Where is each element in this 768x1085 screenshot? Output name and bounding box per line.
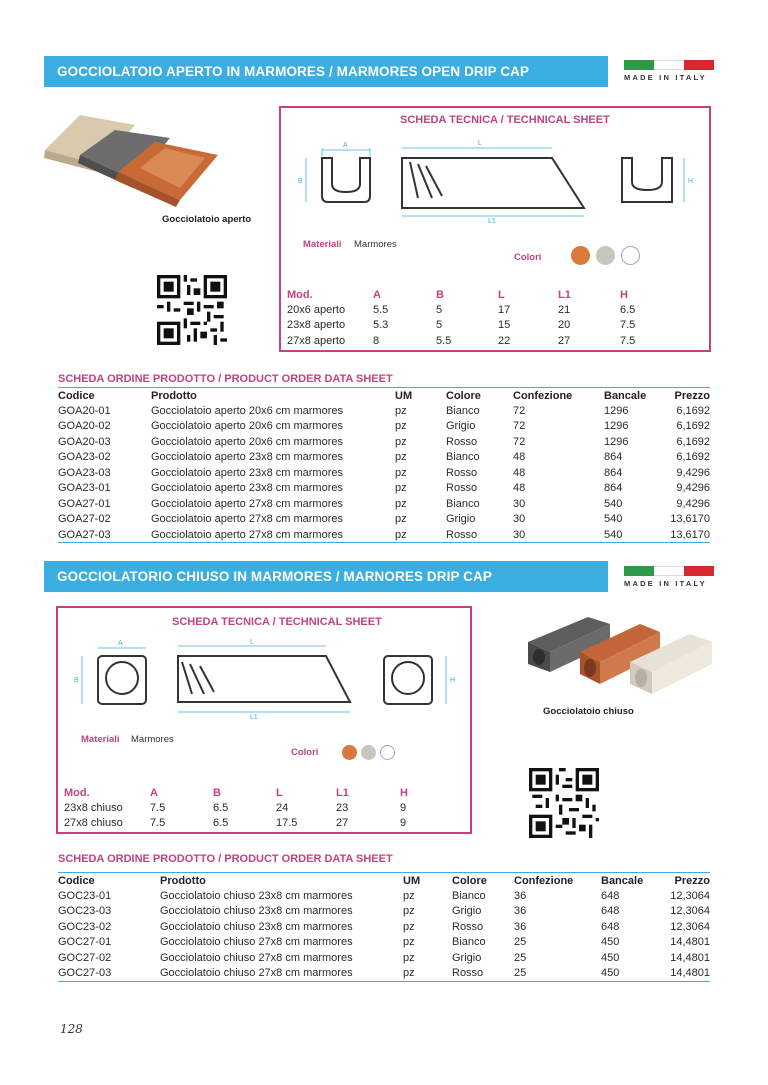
table-cell: 21	[558, 303, 571, 316]
table-cell: Gocciolatoio aperto 20x6 cm marmores	[151, 404, 343, 417]
materiali-value: Marmores	[354, 239, 397, 250]
dim-b-label: B	[74, 677, 79, 684]
table-cell: pz	[395, 466, 407, 479]
qr-code[interactable]	[157, 275, 227, 345]
dim-l-label: L	[478, 140, 482, 147]
mod-header: L1	[336, 786, 349, 799]
table-cell: GOC23-02	[58, 920, 112, 933]
table-row	[58, 919, 710, 935]
table-row	[58, 465, 710, 481]
table-cell: GOA20-02	[58, 420, 111, 433]
table-cell: 36	[514, 920, 527, 933]
table-cell: 648	[601, 920, 620, 933]
table-cell: 20	[558, 319, 571, 332]
table-cell: Bianco	[452, 936, 486, 949]
page-number: 128	[60, 1022, 83, 1036]
table-cell: GOC23-03	[58, 905, 112, 918]
mod-header: L	[498, 288, 505, 301]
materiali-label: Materiali	[81, 734, 120, 745]
table-cell: 5	[436, 319, 443, 332]
table-cell: Gocciolatoio aperto 23x8 cm marmores	[151, 466, 343, 479]
table-cell: GOA27-03	[58, 527, 151, 543]
color-swatch-grigio	[361, 745, 376, 760]
table-row	[58, 527, 710, 543]
table-cell: 450	[601, 951, 620, 964]
table-cell: GOA23-02	[58, 451, 111, 464]
table-cell: Grigio	[452, 905, 482, 918]
table-cell: Gocciolatoio chiuso 23x8 cm marmores	[160, 905, 353, 918]
table-row	[58, 434, 710, 450]
table-cell: 25	[514, 936, 527, 949]
order-header: Bancale	[604, 388, 662, 404]
table-cell: 9	[400, 801, 407, 814]
order-header: UM	[395, 388, 446, 404]
table-cell: Gocciolatoio aperto 20x6 cm marmores	[151, 420, 343, 433]
table-cell: 30	[513, 527, 604, 543]
table-cell: 6,1692	[676, 420, 710, 433]
table-cell: Gocciolatoio aperto 23x8 cm marmores	[151, 482, 343, 495]
dim-h-label: H	[688, 178, 694, 185]
table-cell: pz	[403, 905, 415, 918]
table-cell: 30	[513, 497, 526, 510]
table-cell: 12,3064	[670, 889, 710, 902]
table-cell: 27x8 aperto	[287, 334, 346, 347]
color-swatch-bianco	[621, 246, 640, 265]
table-cell: 864	[604, 466, 623, 479]
order-data-table	[58, 387, 710, 543]
mod-header: A	[150, 786, 158, 799]
table-cell: 27	[336, 817, 349, 830]
order-header: Prodotto	[151, 388, 395, 404]
made-in-italy-flag	[624, 566, 714, 588]
table-cell: 20x6 aperto	[287, 303, 346, 316]
closed-drip-cap-image	[518, 612, 714, 696]
table-cell: 36	[514, 889, 527, 902]
table-cell: pz	[395, 420, 407, 433]
table-cell: Gocciolatoio chiuso 23x8 cm marmores	[160, 920, 353, 933]
made-in-italy-caption: MADE IN ITALY	[624, 73, 707, 82]
made-in-italy-caption: MADE IN ITALY	[624, 579, 707, 588]
qr-code[interactable]	[529, 768, 599, 838]
table-cell: 14,4801	[659, 966, 710, 982]
closed-drip-cap-caption: Gocciolatoio chiuso	[543, 706, 634, 717]
table-row	[58, 512, 710, 528]
table-cell: pz	[403, 951, 415, 964]
table-cell: 7.5	[150, 817, 166, 830]
table-cell: 23x8 aperto	[287, 319, 346, 332]
table-cell: 7.5	[620, 334, 636, 347]
open-drip-cap-image	[40, 110, 230, 210]
section2-banner: GOCCIOLATORIO CHIUSO IN MARMORES / MARNORES DRIP CAP	[44, 561, 608, 592]
order-sheet-title: SCHEDA ORDINE PRODOTTO / PRODUCT ORDER DATA SHEET	[58, 853, 393, 865]
table-row	[58, 481, 710, 497]
table-cell: 9,4296	[676, 482, 710, 495]
table-cell: 450	[601, 936, 620, 949]
table-cell: 25	[514, 951, 527, 964]
table-cell: 12,3064	[670, 905, 710, 918]
table-cell: Grigio	[446, 420, 476, 433]
table-cell: 9,4296	[676, 497, 710, 510]
table-cell: Gocciolatoio aperto 27x8 cm marmores	[151, 497, 343, 510]
open-drip-cap-caption: Gocciolatoio aperto	[162, 214, 252, 225]
table-row	[58, 904, 710, 920]
table-row	[64, 816, 454, 832]
table-cell: GOC23-01	[58, 889, 112, 902]
table-cell: Bianco	[446, 404, 480, 417]
table-cell: GOA27-01	[58, 497, 111, 510]
table-cell: GOA20-01	[58, 404, 111, 417]
table-cell: GOA20-03	[58, 435, 111, 448]
table-cell: 1296	[604, 420, 629, 433]
table-cell: Bianco	[452, 889, 486, 902]
table-cell: 13,6170	[670, 513, 710, 526]
table-cell: pz	[403, 889, 415, 902]
table-cell: GOA27-02	[58, 513, 111, 526]
table-cell: 864	[604, 451, 623, 464]
colori-label: Colori	[514, 252, 542, 263]
table-cell: 17.5	[276, 817, 298, 830]
table-row	[287, 318, 677, 334]
mod-header: H	[400, 786, 408, 799]
table-cell: pz	[403, 936, 415, 949]
table-cell: 540	[604, 513, 623, 526]
table-cell: 30	[513, 513, 526, 526]
table-cell: Gocciolatoio aperto 20x6 cm marmores	[151, 435, 343, 448]
table-cell: 23	[336, 801, 349, 814]
table-row	[58, 950, 710, 966]
table-cell: Grigio	[446, 513, 476, 526]
table-row	[58, 888, 710, 904]
table-cell: 6,1692	[676, 404, 710, 417]
table-cell: Gocciolatoio chiuso 27x8 cm marmores	[160, 951, 353, 964]
dim-b-label: B	[298, 178, 303, 185]
model-dimensions-table	[287, 287, 677, 349]
table-cell: 17	[498, 303, 511, 316]
table-cell: 648	[601, 889, 620, 902]
table-cell: 6.5	[620, 303, 636, 316]
table-cell: Gocciolatoio aperto 27x8 cm marmores	[151, 527, 395, 543]
mod-header: B	[213, 786, 221, 799]
table-cell: 48	[513, 451, 526, 464]
table-cell: GOC27-02	[58, 951, 112, 964]
order-header: Bancale	[601, 873, 659, 889]
order-header: Confezione	[513, 388, 604, 404]
table-row	[287, 302, 677, 318]
table-cell: 6,1692	[676, 451, 710, 464]
color-swatch-rosso	[571, 246, 590, 265]
table-cell: 648	[601, 905, 620, 918]
table-cell: pz	[403, 966, 452, 982]
table-row	[58, 966, 710, 982]
mod-header: H	[620, 288, 628, 301]
order-header: Prezzo	[662, 388, 710, 404]
technical-sheet-title: SCHEDA TECNICA / TECHNICAL SHEET	[400, 114, 610, 126]
table-cell: pz	[403, 920, 415, 933]
table-cell: 23x8 chiuso	[64, 801, 123, 814]
dim-a-label: A	[118, 640, 123, 647]
table-row	[58, 403, 710, 419]
table-cell: 12,3064	[670, 920, 710, 933]
color-swatch-bianco	[380, 745, 395, 760]
table-cell: pz	[395, 451, 407, 464]
table-cell: pz	[395, 497, 407, 510]
table-cell: Rosso	[446, 527, 513, 543]
table-cell: 1296	[604, 404, 629, 417]
mod-header: A	[373, 288, 381, 301]
table-cell: 24	[276, 801, 289, 814]
table-cell: Gocciolatoio aperto 23x8 cm marmores	[151, 451, 343, 464]
table-cell: GOA23-01	[58, 482, 111, 495]
table-row	[58, 496, 710, 512]
table-cell: 6.5	[213, 817, 229, 830]
table-cell: 48	[513, 466, 526, 479]
dim-l1-label: L1	[250, 714, 258, 720]
section1-banner: GOCCIOLATOIO APERTO IN MARMORES / MARMORES OPEN DRIP CAP	[44, 56, 608, 87]
table-cell: GOA23-03	[58, 466, 111, 479]
table-cell: Bianco	[446, 451, 480, 464]
table-cell: Rosso	[452, 966, 514, 982]
order-header: Prodotto	[160, 873, 403, 889]
table-row	[58, 419, 710, 435]
table-cell: 540	[604, 527, 662, 543]
order-header: Codice	[58, 388, 151, 404]
table-cell: pz	[395, 513, 407, 526]
table-cell: Gocciolatoio chiuso 27x8 cm marmores	[160, 936, 353, 949]
table-cell: 450	[601, 966, 659, 982]
materiali-label: Materiali	[303, 239, 342, 250]
mod-header: Mod.	[64, 786, 90, 799]
technical-sheet-title: SCHEDA TECNICA / TECHNICAL SHEET	[172, 616, 382, 628]
table-cell: 864	[604, 482, 623, 495]
table-cell: 5.5	[373, 303, 389, 316]
table-cell: 22	[498, 334, 511, 347]
table-cell: 9	[400, 817, 407, 830]
table-cell: 72	[513, 404, 526, 417]
table-cell: 27x8 chiuso	[64, 817, 123, 830]
mod-header: Mod.	[287, 288, 313, 301]
order-header: Colore	[446, 388, 513, 404]
colori-label: Colori	[291, 747, 319, 758]
dim-h-label: H	[450, 677, 456, 684]
table-row	[287, 333, 677, 349]
closed-cap-drawing	[70, 636, 466, 720]
table-cell: 7.5	[620, 319, 636, 332]
color-swatch-grigio	[596, 246, 615, 265]
mod-header: L1	[558, 288, 571, 301]
order-sheet-title: SCHEDA ORDINE PRODOTTO / PRODUCT ORDER DATA SHEET	[58, 373, 393, 385]
table-row	[58, 450, 710, 466]
table-cell: 5.5	[436, 334, 452, 347]
table-cell: 13,6170	[662, 527, 710, 543]
table-cell: 1296	[604, 435, 629, 448]
open-cap-drawing	[292, 136, 696, 224]
table-cell: Grigio	[452, 951, 482, 964]
table-cell: GOC27-01	[58, 936, 112, 949]
made-in-italy-flag	[624, 60, 714, 82]
table-cell: pz	[395, 482, 407, 495]
table-cell: 72	[513, 420, 526, 433]
dim-a-label: A	[343, 142, 348, 149]
table-cell: 15	[498, 319, 511, 332]
table-cell: 8	[373, 334, 380, 347]
table-cell: 72	[513, 435, 526, 448]
order-data-table	[58, 872, 710, 982]
table-cell: Gocciolatoio chiuso 27x8 cm marmores	[160, 966, 403, 982]
table-row	[58, 935, 710, 951]
table-cell: 6,1692	[676, 435, 710, 448]
table-cell: GOC27-03	[58, 966, 160, 982]
table-cell: 5.3	[373, 319, 389, 332]
table-cell: 5	[436, 303, 443, 316]
table-cell: Gocciolatoio aperto 27x8 cm marmores	[151, 513, 343, 526]
table-cell: 25	[514, 966, 601, 982]
table-cell: Rosso	[446, 482, 478, 495]
order-header: Confezione	[514, 873, 601, 889]
table-cell: 540	[604, 497, 623, 510]
table-cell: Gocciolatoio chiuso 23x8 cm marmores	[160, 889, 353, 902]
table-cell: pz	[395, 527, 446, 543]
table-cell: 9,4296	[676, 466, 710, 479]
table-cell: 14,4801	[670, 951, 710, 964]
order-header: Codice	[58, 873, 160, 889]
table-cell: 36	[514, 905, 527, 918]
order-header: Colore	[452, 873, 514, 889]
table-cell: 7.5	[150, 801, 166, 814]
table-cell: 6.5	[213, 801, 229, 814]
table-cell: Rosso	[452, 920, 484, 933]
model-dimensions-table	[64, 785, 454, 831]
dim-l-label: L	[250, 639, 254, 646]
order-header: Prezzo	[659, 873, 710, 889]
table-cell: 14,4801	[670, 936, 710, 949]
table-cell: pz	[395, 435, 407, 448]
table-cell: 48	[513, 482, 526, 495]
table-cell: Rosso	[446, 466, 478, 479]
table-cell: Bianco	[446, 497, 480, 510]
mod-header: B	[436, 288, 444, 301]
table-cell: Rosso	[446, 435, 478, 448]
dim-l1-label: L1	[488, 218, 496, 224]
color-swatch-rosso	[342, 745, 357, 760]
table-cell: pz	[395, 404, 407, 417]
mod-header: L	[276, 786, 283, 799]
table-cell: 27	[558, 334, 571, 347]
order-header: UM	[403, 873, 452, 889]
materiali-value: Marmores	[131, 734, 174, 745]
table-row	[64, 800, 454, 816]
